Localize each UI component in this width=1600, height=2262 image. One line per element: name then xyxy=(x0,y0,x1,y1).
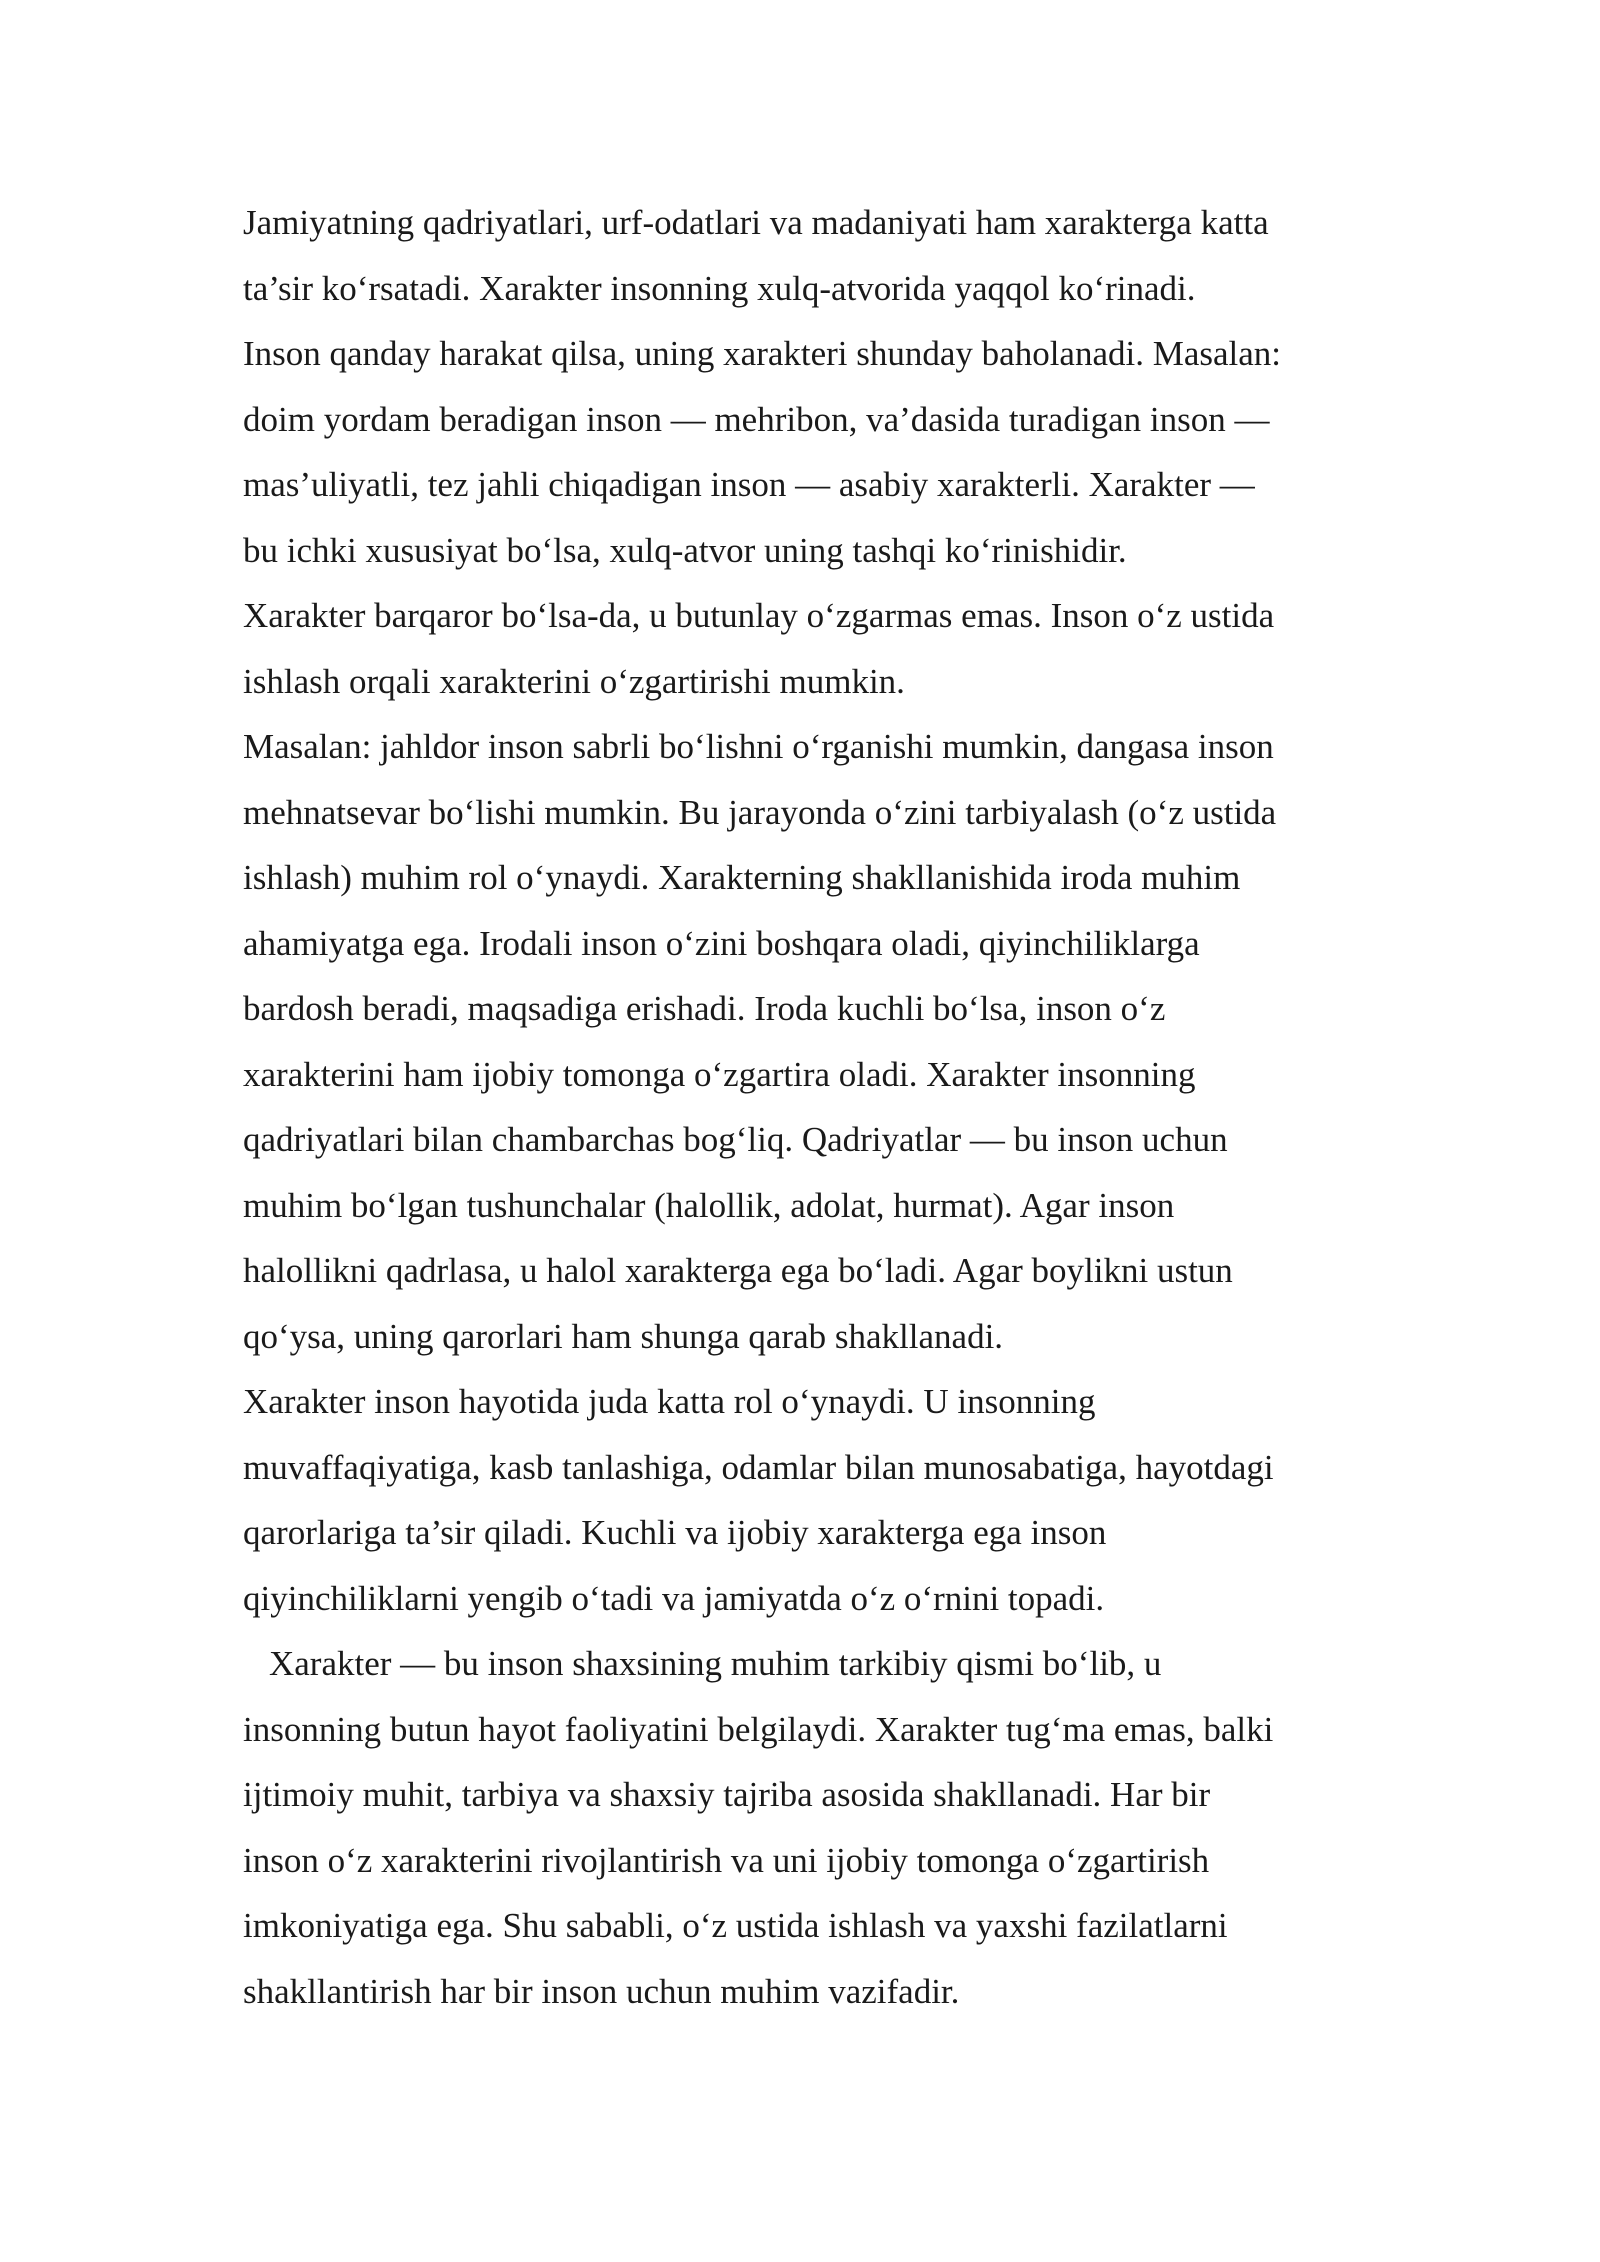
text-line: qarorlariga ta’sir qiladi. Kuchli va ijobiy xarakterga ega inson xyxy=(243,1513,1107,1552)
text-line: ishlash) muhim rol o‘ynaydi. Xarakterning shakllanishida iroda muhim xyxy=(243,858,1241,897)
paragraph xyxy=(243,714,1373,1369)
text-line: imkoniyatiga ega. Shu sababli, o‘z ustida ishlash va yaxshi fazilatlarni xyxy=(243,1906,1228,1945)
text-line: qo‘ysa, uning qarorlari ham shunga qarab shakllanadi. xyxy=(243,1316,1004,1356)
text-line: mas’uliyatli, tez jahli chiqadigan inson — asabiy xarakterli. Xarakter — xyxy=(243,465,1255,504)
text-line: ahamiyatga ega. Irodali inson o‘zini boshqara oladi, qiyinchiliklarga xyxy=(243,923,1200,963)
text-line: doim yordam beradigan inson — mehribon, va’dasida turadigan inson — xyxy=(243,399,1270,439)
text-line: muhim bo‘lgan tushunchalar (halollik, adolat, hurmat). Agar inson xyxy=(243,1185,1175,1225)
text-line: ta’sir ko‘rsatadi. Xarakter insonning xulq-atvorida yaqqol ko‘rinadi. xyxy=(243,268,1196,308)
text-line: ishlash orqali xarakterini o‘zgartirishi mumkin. xyxy=(243,661,905,701)
document-page xyxy=(243,190,1373,2024)
text-line: mehnatsevar bo‘lishi mumkin. Bu jarayonda o‘zini tarbiyalash (o‘z ustida xyxy=(243,792,1277,832)
text-line: Xarakter — bu inson shaxsining muhim tarkibiy qismi bo‘lib, u xyxy=(269,1644,1162,1683)
text-line: insonning butun hayot faoliyatini belgilaydi. Xarakter tug‘ma emas, balki xyxy=(243,1709,1274,1749)
text-line: xarakterini ham ijobiy tomonga o‘zgartira oladi. Xarakter insonning xyxy=(243,1054,1196,1094)
paragraph xyxy=(243,583,1373,714)
text-line: Inson qanday harakat qilsa, uning xarakteri shunday baholanadi. Masalan: xyxy=(243,334,1282,373)
text-line: bardosh beradi, maqsadiga erishadi. Iroda kuchli bo‘lsa, inson o‘z xyxy=(243,989,1166,1028)
text-line: Xarakter barqaror bo‘lsa-da, u butunlay o‘zgarmas emas. Inson o‘z ustida xyxy=(243,596,1275,635)
text-line: bu ichki xususiyat bo‘lsa, xulq-atvor uning tashqi ko‘rinishidir. xyxy=(243,530,1127,570)
text-line: shakllantirish har bir inson uchun muhim vazifadir. xyxy=(243,1971,960,2011)
paragraph xyxy=(243,1369,1373,1631)
paragraph xyxy=(243,1631,1373,2024)
text-line: halollikni qadrlasa, u halol xarakterga ega bo‘ladi. Agar boylikni ustun xyxy=(243,1251,1233,1290)
text-line: ijtimoiy muhit, tarbiya va shaxsiy tajriba asosida shakllanadi. Har bir xyxy=(243,1775,1211,1814)
paragraph xyxy=(243,190,1373,583)
text-line: Jamiyatning qadriyatlari, urf-odatlari va madaniyati ham xarakterga katta xyxy=(243,203,1269,242)
text-line: Masalan: jahldor inson sabrli bo‘lishni o‘rganishi mumkin, dangasa inson xyxy=(243,727,1274,766)
text-line: qiyinchiliklarni yengib o‘tadi va jamiyatda o‘z o‘rnini topadi. xyxy=(243,1578,1105,1618)
text-line: Xarakter inson hayotida juda katta rol o‘ynaydi. U insonning xyxy=(243,1382,1096,1421)
text-line: qadriyatlari bilan chambarchas bog‘liq. Qadriyatlar — bu inson uchun xyxy=(243,1120,1228,1159)
text-line: muvaffaqiyatiga, kasb tanlashiga, odamlar bilan munosabatiga, hayotdagi xyxy=(243,1447,1274,1487)
text-line: inson o‘z xarakterini rivojlantirish va uni ijobiy tomonga o‘zgartirish xyxy=(243,1840,1210,1880)
